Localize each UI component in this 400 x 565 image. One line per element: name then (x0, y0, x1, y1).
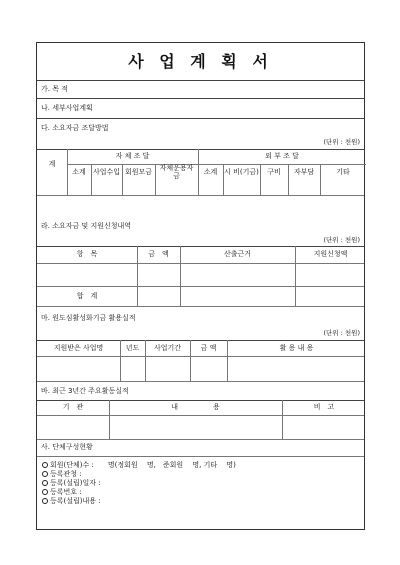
funding-total-header: 계 (48, 160, 56, 169)
funding-ext-col: 자부담 (293, 167, 315, 176)
section-detail-plan: 나. 세부사업계획 (41, 104, 93, 112)
circle-bullet-icon (42, 480, 48, 486)
org-item-members: 회원(단체)수 : 명(정회원 명, 준회원 명, 기타 명) (42, 462, 236, 469)
funding-ext-header: 외 부 조 달 (265, 152, 299, 161)
rule (37, 195, 364, 196)
rule (37, 439, 364, 440)
funding-unit: (단위 : 천원) (323, 138, 360, 146)
request-header-amount: 금 액 (148, 250, 169, 259)
funding-ext-col: 시 비(기금) (224, 167, 259, 176)
activities-header-note: 비 고 (313, 403, 335, 412)
section-purpose: 가. 목 적 (41, 85, 68, 93)
activities-header-content: 내 용 (171, 403, 220, 412)
request-total-label: 합 계 (76, 291, 98, 300)
request-header-requested: 지원신청액 (313, 250, 348, 259)
form-title: 사 업 계 획 서 (128, 52, 273, 71)
request-header-item: 항 목 (76, 250, 98, 259)
circle-bullet-icon (42, 489, 48, 495)
rule (37, 306, 364, 307)
funding-ext-col: 구비 (267, 167, 281, 176)
rule (37, 80, 364, 81)
section-funding: 다. 소요자금 조달방법 (41, 124, 109, 132)
org-item-number: 등록번호 : (42, 489, 82, 496)
section-activities: 바. 최근 3년간 주요활동실적 (41, 387, 129, 395)
performance-header-project: 지원받은 사업명 (53, 343, 104, 352)
activities-header-org: 기 관 (62, 403, 84, 412)
request-unit: (단위 : 천원) (323, 236, 360, 244)
funding-self-col: 사업수입 (92, 167, 121, 176)
funding-self-col: 자체운용자 금 (159, 163, 201, 180)
funding-ext-col: 기타 (336, 167, 350, 176)
rule (37, 381, 364, 382)
funding-ext-col: 소계 (203, 167, 218, 176)
org-item-date: 등록(설립)일자 : (42, 480, 101, 487)
funding-self-col: 소계 (72, 167, 86, 176)
funding-self-col: 회원모금 (124, 167, 153, 176)
rule (37, 118, 364, 119)
circle-bullet-icon (42, 498, 48, 504)
performance-header-amount: 금 액 (200, 343, 217, 352)
rule (37, 415, 364, 416)
form-page (36, 42, 365, 530)
section-org: 사. 단체구성현황 (41, 443, 93, 451)
funding-self-header: 자 체 조 달 (115, 152, 150, 161)
rule (37, 456, 364, 457)
performance-header-usage: 활 용 내 용 (279, 343, 314, 352)
request-header-basis: 산출근거 (223, 250, 252, 259)
performance-header-period: 사업기간 (153, 343, 182, 352)
circle-bullet-icon (42, 462, 48, 468)
org-item-content: 등록(설립)내용 : (42, 498, 101, 505)
org-item-authority: 등록관청 : (42, 471, 82, 478)
section-request: 라. 소요자금 및 지원신청내역 (41, 222, 132, 230)
performance-unit: (단위 : 천원) (323, 329, 360, 337)
rule (37, 356, 364, 357)
circle-bullet-icon (42, 471, 48, 477)
rule (37, 263, 364, 264)
performance-header-year: 년도 (125, 343, 140, 352)
section-performance: 마. 원도심활성화기금 활용실적 (41, 314, 136, 322)
rule (37, 98, 364, 99)
